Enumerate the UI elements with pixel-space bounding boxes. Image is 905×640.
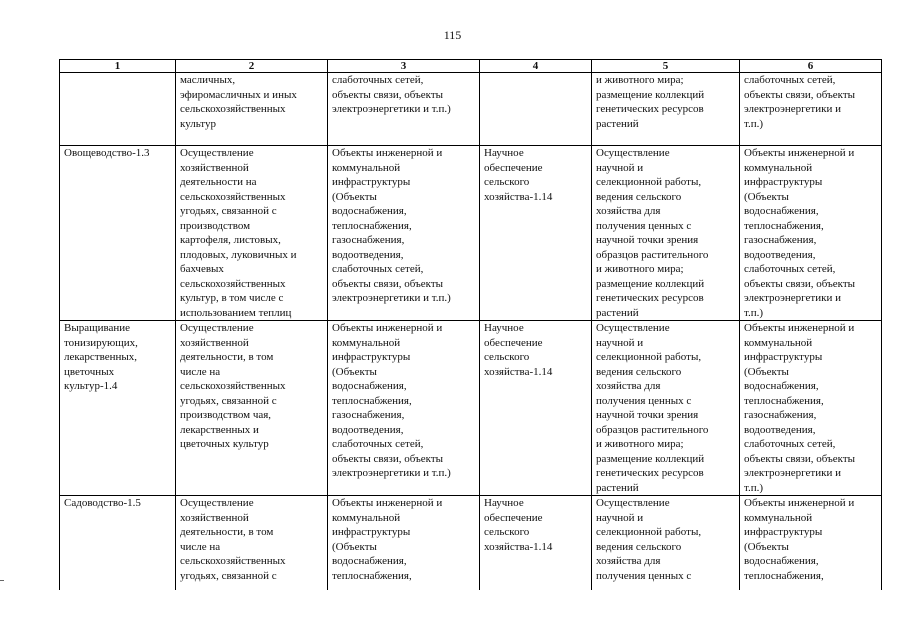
page-number: 115 [443, 28, 462, 42]
table-cell [328, 73, 480, 146]
cell-text: Объекты инженерной и коммунальной инфраструктуры (Объекты водоснабжения, теплоснабжения, газоснабжения, водоотведения, слаботочных сетей, объекты связи, объекты электроэнергетики и т.п.) [332, 322, 451, 479]
cell-text: Выращивание тонизирующих, лекарственных, цветочных культур-1.4 [64, 322, 138, 392]
table-header-row [60, 60, 882, 73]
table-cell [480, 321, 592, 496]
table-cell [480, 73, 592, 146]
cell-text: слаботочных сетей, объекты связи, объекты электроэнергетики и т.п.) [744, 74, 856, 130]
scan-margin-mark [0, 580, 4, 581]
cell-text: Объекты инженерной и коммунальной инфраструктуры (Объекты водоснабжения, теплоснабжения, газоснабжения, водоотведения, слаботочных сетей, объекты связи, объекты электроэнергетики и т.п.) [332, 147, 451, 304]
table-cell [60, 73, 176, 146]
column-header: 3 [328, 60, 480, 73]
cell-text: Осуществление научной и селекционной работы, ведения сельского хозяйства для получения ценных с научной точки зрения образцов растительного и животного мира; размещение коллекций генетических ресурсов растений [596, 322, 709, 494]
cell-text: Садоводство-1.5 [64, 497, 141, 509]
cell-text: слаботочных сетей, объекты связи, объекты электроэнергетики и т.п.) [332, 74, 451, 115]
table-cell [176, 146, 328, 321]
cell-text: Осуществление хозяйственной деятельности, в том числе на сельскохозяйственных угодьях, связанной с производством чая, лекарственных и цветочных культур [180, 322, 286, 450]
cell-text: Объекты инженерной и коммунальной инфраструктуры (Объекты водоснабжения, теплоснабжения, [332, 497, 443, 582]
cell-text: масличных, эфиромасличных и иных сельскохозяйственных культур [180, 74, 297, 130]
table-cell [740, 146, 882, 321]
table-cell [328, 496, 480, 591]
cell-text: Осуществление хозяйственной деятельности на сельскохозяйственных угодьях, связанной с производством картофеля, листовых, плодовых, луковичных и бахчевых сельскохозяйственных культур, в том числе с использованием теплиц [180, 147, 297, 319]
cell-text: Объекты инженерной и коммунальной инфраструктуры (Объекты водоснабжения, теплоснабжения, газоснабжения, водоотведения, слаботочных сетей, объекты связи, объекты электроэнергетики и т.п.) [744, 322, 856, 494]
column-header: 6 [740, 60, 882, 73]
table-cell [328, 146, 480, 321]
cell-text: Осуществление хозяйственной деятельности, в том числе на сельскохозяйственных угодьях, связанной с [180, 497, 286, 582]
cell-text: Научное обеспечение сельского хозяйства-1.14 [484, 497, 553, 553]
cell-text: Овощеводство-1.3 [64, 147, 150, 159]
table-cell [592, 146, 740, 321]
table-cell [60, 496, 176, 591]
cell-text: Объекты инженерной и коммунальной инфраструктуры (Объекты водоснабжения, теплоснабжения, [744, 497, 855, 582]
table-cell [592, 321, 740, 496]
cell-text: Осуществление научной и селекционной работы, ведения сельского хозяйства для получения ценных с научной точки зрения образцов растительного и животного мира; размещение коллекций генетических ресурсов растений [596, 147, 709, 319]
table-cell [176, 73, 328, 146]
table-row [60, 146, 882, 321]
table-cell [480, 146, 592, 321]
column-header: 5 [592, 60, 740, 73]
table-cell [740, 73, 882, 146]
column-header: 2 [176, 60, 328, 73]
table-cell [176, 321, 328, 496]
table-row [60, 496, 882, 591]
cell-text: Научное обеспечение сельского хозяйства-1.14 [484, 147, 553, 203]
zoning-table [59, 59, 882, 590]
cell-text: Научное обеспечение сельского хозяйства-1.14 [484, 322, 553, 378]
table-cell [176, 496, 328, 591]
table-cell [328, 321, 480, 496]
table-cell [740, 496, 882, 591]
table-cell [60, 146, 176, 321]
cell-text: Осуществление научной и селекционной работы, ведения сельского хозяйства для получения ценных с [596, 497, 702, 582]
cell-text: Объекты инженерной и коммунальной инфраструктуры (Объекты водоснабжения, теплоснабжения, газоснабжения, водоотведения, слаботочных сетей, объекты связи, объекты электроэнергетики и т.п.) [744, 147, 856, 319]
table-cell [592, 73, 740, 146]
cell-text: и животного мира; размещение коллекций генетических ресурсов растений [596, 74, 705, 130]
column-header: 4 [480, 60, 592, 73]
table-cell [60, 321, 176, 496]
table-row [60, 73, 882, 146]
table-cell [592, 496, 740, 591]
table-row [60, 321, 882, 496]
table-cell [740, 321, 882, 496]
column-header: 1 [60, 60, 176, 73]
table-cell [480, 496, 592, 591]
